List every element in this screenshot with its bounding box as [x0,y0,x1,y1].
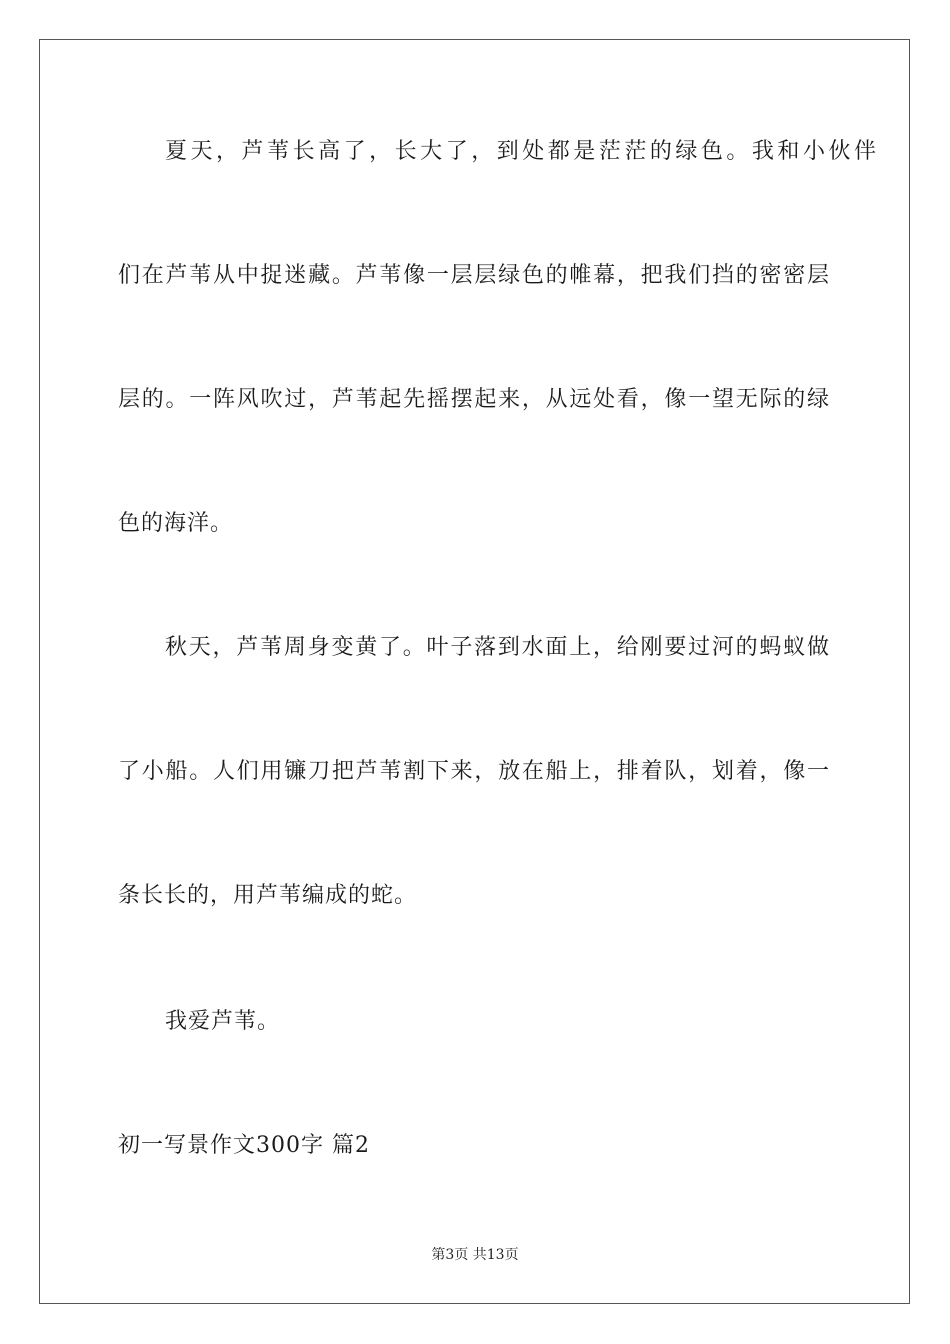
page-number-footer: 第3页 共13页 [431,1247,519,1263]
paragraph-2-line-3: 条长长的，用芦苇编成的蛇。 [118,883,418,908]
page-border [39,39,910,1304]
paragraph-1-line-1: 夏天，芦苇长高了，长大了，到处都是茫茫的绿色。我和小伙伴 [165,139,877,164]
section-heading: 初一写景作文300字 篇2 [118,1133,370,1158]
paragraph-2-line-1: 秋天，芦苇周身变黄了。叶子落到水面上，给刚要过河的蚂蚁做 [165,635,830,660]
paragraph-1-line-2: 们在芦苇从中捉迷藏。芦苇像一层层绿色的帷幕，把我们挡的密密层 [118,263,830,288]
paragraph-3-line-1: 我爱芦苇。 [165,1009,281,1034]
paragraph-1-line-3: 层的。一阵风吹过，芦苇起先摇摆起来，从远处看，像一望无际的绿 [118,387,830,412]
paragraph-2-line-2: 了小船。人们用镰刀把芦苇割下来，放在船上，排着队，划着，像一 [118,759,830,784]
paragraph-1-line-4: 色的海洋。 [118,511,234,536]
